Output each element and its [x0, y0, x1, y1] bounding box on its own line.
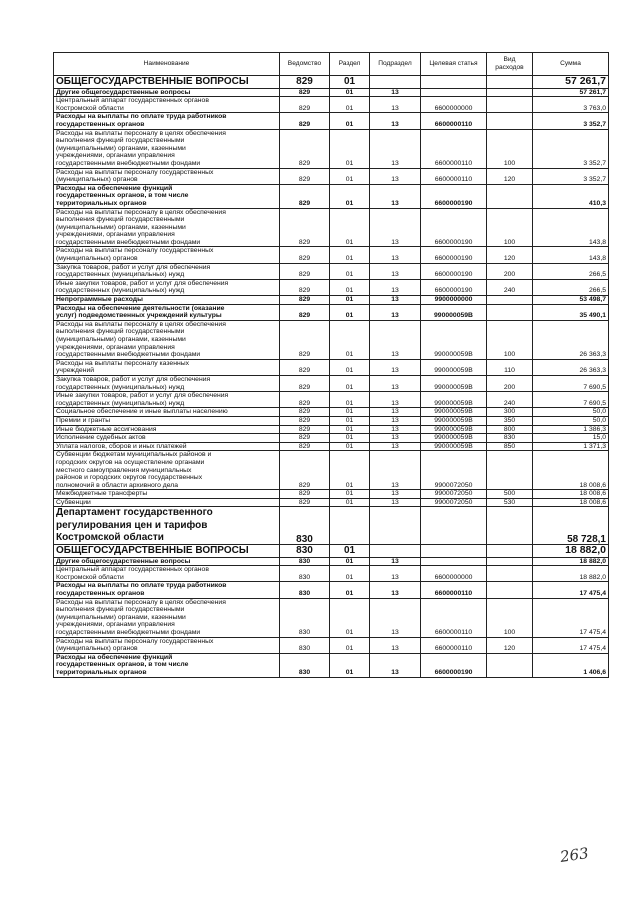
cell-section: 01: [330, 392, 370, 408]
cell-sum: 17 475,4: [533, 598, 609, 637]
cell-dept: 829: [280, 320, 330, 359]
table-row: [54, 434, 609, 443]
cell-exptype: [487, 582, 533, 598]
cell-exptype: 240: [487, 279, 533, 295]
cell-sum: 50,0: [533, 416, 609, 425]
cell-name: Расходы на обеспечение функций государственных органов, в том числе территориальных органов: [54, 653, 280, 677]
cell-target: [421, 76, 487, 89]
handwritten-page-number: 263: [558, 844, 590, 866]
table-row: [54, 247, 609, 263]
cell-sum: 266,5: [533, 279, 609, 295]
cell-section: 01: [330, 168, 370, 184]
cell-section: 01: [330, 442, 370, 451]
cell-dept: 829: [280, 434, 330, 443]
cell-name: Расходы на обеспечение деятельности (оказание услуг) подведомственных учреждений культуры: [54, 304, 280, 320]
cell-subsection: 13: [370, 208, 421, 247]
cell-subsection: 13: [370, 408, 421, 417]
cell-exptype: 100: [487, 208, 533, 247]
cell-exptype: [487, 653, 533, 677]
header-dept: Ведомство: [280, 53, 330, 76]
cell-subsection: 13: [370, 320, 421, 359]
cell-sum: 18 008,6: [533, 498, 609, 507]
cell-target: 6600000110: [421, 582, 487, 598]
table-row: [54, 168, 609, 184]
cell-exptype: [487, 557, 533, 566]
table-row: [54, 598, 609, 637]
cell-dept: 829: [280, 304, 330, 320]
cell-section: 01: [330, 296, 370, 305]
cell-name: Закупка товаров, работ и услуг для обеспечения государственных (муниципальных) нужд: [54, 263, 280, 279]
cell-dept: 829: [280, 296, 330, 305]
table-row: [54, 416, 609, 425]
table-row: [54, 263, 609, 279]
cell-dept: 829: [280, 451, 330, 490]
cell-name: Расходы на выплаты по оплате труда работников государственных органов: [54, 582, 280, 598]
cell-exptype: 530: [487, 498, 533, 507]
cell-sum: 18 882,0: [533, 545, 609, 558]
budget-table: [53, 52, 609, 678]
cell-section: 01: [330, 434, 370, 443]
cell-sum: 3 352,7: [533, 113, 609, 129]
cell-dept: 829: [280, 97, 330, 113]
cell-section: 01: [330, 598, 370, 637]
cell-name: Расходы на выплаты персоналу в целях обеспечения выполнения функций государственными (муниципальными) органами, казенными учреждениями, органами управления государственными внебюджетными фондами: [54, 320, 280, 359]
cell-name: Расходы на выплаты персоналу в целях обеспечения выполнения функций государственными (муниципальными) органами, казенными учреждениями, органами управления государственными внебюджетными фондами: [54, 129, 280, 168]
cell-subsection: 13: [370, 359, 421, 375]
cell-sum: 26 363,3: [533, 359, 609, 375]
cell-exptype: [487, 507, 533, 545]
cell-section: 01: [330, 566, 370, 582]
cell-sum: 57 261,7: [533, 88, 609, 97]
cell-section: 01: [330, 582, 370, 598]
table-row: [54, 296, 609, 305]
table-row: [54, 425, 609, 434]
cell-subsection: [370, 76, 421, 89]
cell-name: Расходы на выплаты персоналу в целях обеспечения выполнения функций государственными (муниципальными) органами, казенными учреждениями, органами управления государственными внебюджетными фондами: [54, 598, 280, 637]
table-body: [54, 76, 609, 678]
cell-dept: 829: [280, 129, 330, 168]
cell-name: Расходы на выплаты по оплате труда работников государственных органов: [54, 113, 280, 129]
cell-target: 6600000000: [421, 566, 487, 582]
cell-sum: 17 475,4: [533, 637, 609, 653]
cell-target: 990000059В: [421, 304, 487, 320]
cell-sum: 266,5: [533, 263, 609, 279]
cell-dept: 829: [280, 425, 330, 434]
cell-exptype: 100: [487, 129, 533, 168]
cell-subsection: 13: [370, 375, 421, 391]
table-row: [54, 76, 609, 89]
cell-sum: 57 261,7: [533, 76, 609, 89]
cell-exptype: 120: [487, 637, 533, 653]
cell-dept: 830: [280, 582, 330, 598]
cell-dept: 829: [280, 208, 330, 247]
cell-target: 990000059В: [421, 408, 487, 417]
table-row: [54, 184, 609, 208]
cell-subsection: 13: [370, 97, 421, 113]
cell-name: ОБЩЕГОСУДАРСТВЕННЫЕ ВОПРОСЫ: [54, 76, 280, 89]
cell-sum: 17 475,4: [533, 582, 609, 598]
cell-target: 990000059В: [421, 359, 487, 375]
cell-dept: 830: [280, 598, 330, 637]
cell-subsection: 13: [370, 582, 421, 598]
cell-dept: 830: [280, 637, 330, 653]
cell-dept: 829: [280, 392, 330, 408]
cell-subsection: 13: [370, 566, 421, 582]
cell-subsection: 13: [370, 598, 421, 637]
cell-section: 01: [330, 129, 370, 168]
cell-target: 6600000110: [421, 637, 487, 653]
cell-subsection: 13: [370, 247, 421, 263]
cell-target: [421, 545, 487, 558]
cell-exptype: [487, 88, 533, 97]
cell-sum: 3 763,0: [533, 97, 609, 113]
table-row: [54, 320, 609, 359]
cell-section: 01: [330, 545, 370, 558]
cell-section: 01: [330, 304, 370, 320]
cell-sum: 58 728,1: [533, 507, 609, 545]
cell-section: 01: [330, 653, 370, 677]
cell-target: 990000059В: [421, 434, 487, 443]
cell-exptype: [487, 184, 533, 208]
table-row: [54, 359, 609, 375]
cell-exptype: 120: [487, 247, 533, 263]
cell-dept: 830: [280, 566, 330, 582]
header-target: Целевая статья: [421, 53, 487, 76]
cell-sum: 143,8: [533, 208, 609, 247]
cell-exptype: [487, 545, 533, 558]
cell-sum: 18 882,0: [533, 566, 609, 582]
cell-subsection: 13: [370, 416, 421, 425]
table-row: [54, 208, 609, 247]
cell-dept: 830: [280, 507, 330, 545]
cell-exptype: 500: [487, 490, 533, 499]
table-row: [54, 566, 609, 582]
table-row: [54, 408, 609, 417]
cell-dept: 829: [280, 416, 330, 425]
cell-dept: 829: [280, 184, 330, 208]
table-row: [54, 557, 609, 566]
cell-section: 01: [330, 279, 370, 295]
cell-section: 01: [330, 320, 370, 359]
cell-exptype: [487, 296, 533, 305]
cell-section: 01: [330, 247, 370, 263]
cell-sum: 15,0: [533, 434, 609, 443]
cell-name: Расходы на обеспечение функций государственных органов, в том числе территориальных органов: [54, 184, 280, 208]
cell-name: Социальное обеспечение и иные выплаты населению: [54, 408, 280, 417]
table-row: [54, 653, 609, 677]
table-row: [54, 637, 609, 653]
cell-section: 01: [330, 263, 370, 279]
table-row: [54, 498, 609, 507]
cell-dept: 829: [280, 168, 330, 184]
cell-dept: 829: [280, 442, 330, 451]
cell-section: 01: [330, 451, 370, 490]
cell-subsection: 13: [370, 451, 421, 490]
cell-exptype: [487, 451, 533, 490]
cell-dept: 829: [280, 498, 330, 507]
cell-name: Закупка товаров, работ и услуг для обеспечения государственных (муниципальных) нужд: [54, 375, 280, 391]
cell-target: 990000059В: [421, 416, 487, 425]
header-name: Наименование: [54, 53, 280, 76]
cell-exptype: 800: [487, 425, 533, 434]
cell-subsection: 13: [370, 490, 421, 499]
cell-name: Субвенции бюджетам муниципальных районов и городских округов на осуществление органами местного самоуправления муниципальных районов и городских округов государственных полномочий в области архивного дела: [54, 451, 280, 490]
cell-name: Другие общегосударственные вопросы: [54, 88, 280, 97]
cell-sum: 18 008,6: [533, 490, 609, 499]
cell-sum: 35 490,1: [533, 304, 609, 320]
cell-subsection: 13: [370, 498, 421, 507]
cell-target: 6600000110: [421, 113, 487, 129]
cell-name: Исполнение судебных актов: [54, 434, 280, 443]
cell-target: 9900000000: [421, 296, 487, 305]
cell-subsection: [370, 507, 421, 545]
cell-exptype: 830: [487, 434, 533, 443]
cell-target: 6600000000: [421, 97, 487, 113]
cell-name: Непрограммные расходы: [54, 296, 280, 305]
cell-subsection: 13: [370, 557, 421, 566]
header-subsection: Подраздел: [370, 53, 421, 76]
table-row: [54, 279, 609, 295]
cell-target: 6600000190: [421, 184, 487, 208]
cell-section: 01: [330, 637, 370, 653]
cell-subsection: [370, 545, 421, 558]
cell-target: 6600000190: [421, 208, 487, 247]
cell-target: 6600000190: [421, 653, 487, 677]
cell-sum: 53 498,7: [533, 296, 609, 305]
cell-section: 01: [330, 184, 370, 208]
cell-target: [421, 557, 487, 566]
cell-exptype: 200: [487, 263, 533, 279]
cell-name: Межбюджетные трансферты: [54, 490, 280, 499]
cell-section: 01: [330, 88, 370, 97]
cell-exptype: [487, 113, 533, 129]
cell-exptype: 100: [487, 320, 533, 359]
cell-dept: 830: [280, 545, 330, 558]
cell-section: 01: [330, 425, 370, 434]
cell-name: Премии и гранты: [54, 416, 280, 425]
cell-exptype: 350: [487, 416, 533, 425]
cell-section: 01: [330, 208, 370, 247]
cell-name: Расходы на выплаты персоналу государственных (муниципальных) органов: [54, 168, 280, 184]
header-exptype: Вид расходов: [487, 53, 533, 76]
cell-subsection: 13: [370, 168, 421, 184]
cell-target: 6600000110: [421, 129, 487, 168]
cell-exptype: 120: [487, 168, 533, 184]
cell-name: Расходы на выплаты персоналу государственных (муниципальных) органов: [54, 637, 280, 653]
table-row: [54, 113, 609, 129]
cell-target: 6600000110: [421, 598, 487, 637]
cell-section: 01: [330, 76, 370, 89]
cell-section: 01: [330, 490, 370, 499]
cell-sum: 18 882,0: [533, 557, 609, 566]
table-row: [54, 545, 609, 558]
cell-name: Иные бюджетные ассигнования: [54, 425, 280, 434]
cell-target: 6600000110: [421, 168, 487, 184]
cell-subsection: 13: [370, 653, 421, 677]
cell-exptype: 100: [487, 598, 533, 637]
cell-name: Уплата налогов, сборов и иных платежей: [54, 442, 280, 451]
table-row: [54, 375, 609, 391]
cell-target: 6600000190: [421, 247, 487, 263]
header-sum: Сумма: [533, 53, 609, 76]
cell-section: 01: [330, 498, 370, 507]
cell-exptype: 110: [487, 359, 533, 375]
cell-sum: 18 008,6: [533, 451, 609, 490]
table-row: [54, 304, 609, 320]
cell-name: Департамент государственного регулирования цен и тарифов Костромской области: [54, 507, 280, 545]
cell-section: 01: [330, 408, 370, 417]
cell-name: Центральный аппарат государственных органов Костромской области: [54, 566, 280, 582]
cell-exptype: 850: [487, 442, 533, 451]
cell-name: Расходы на выплаты персоналу казенных учреждений: [54, 359, 280, 375]
cell-sum: 26 363,3: [533, 320, 609, 359]
cell-target: 6600000190: [421, 279, 487, 295]
cell-dept: 830: [280, 557, 330, 566]
cell-target: [421, 507, 487, 545]
cell-name: Расходы на выплаты персоналу в целях обеспечения выполнения функций государственными (муниципальными) органами, казенными учреждениями, органами управления государственными внебюджетными фондами: [54, 208, 280, 247]
cell-dept: 829: [280, 490, 330, 499]
cell-subsection: 13: [370, 392, 421, 408]
cell-name: Субвенции: [54, 498, 280, 507]
cell-dept: 830: [280, 653, 330, 677]
cell-subsection: 13: [370, 129, 421, 168]
cell-dept: 829: [280, 359, 330, 375]
cell-section: 01: [330, 375, 370, 391]
cell-dept: 829: [280, 113, 330, 129]
cell-sum: 410,3: [533, 184, 609, 208]
cell-subsection: 13: [370, 279, 421, 295]
table-row: [54, 129, 609, 168]
table-row: [54, 442, 609, 451]
cell-subsection: 13: [370, 113, 421, 129]
table-row: [54, 490, 609, 499]
cell-exptype: [487, 97, 533, 113]
cell-target: [421, 88, 487, 97]
table-row: [54, 507, 609, 545]
cell-target: 9900072050: [421, 490, 487, 499]
cell-subsection: 13: [370, 425, 421, 434]
cell-exptype: 300: [487, 408, 533, 417]
cell-section: 01: [330, 557, 370, 566]
cell-sum: 1 371,3: [533, 442, 609, 451]
cell-exptype: 200: [487, 375, 533, 391]
cell-subsection: 13: [370, 304, 421, 320]
cell-target: 990000059В: [421, 320, 487, 359]
cell-section: 01: [330, 113, 370, 129]
cell-dept: 829: [280, 279, 330, 295]
cell-subsection: 13: [370, 263, 421, 279]
cell-name: Другие общегосударственные вопросы: [54, 557, 280, 566]
cell-dept: 829: [280, 88, 330, 97]
header-section: Раздел: [330, 53, 370, 76]
cell-exptype: [487, 566, 533, 582]
cell-sum: 7 690,5: [533, 375, 609, 391]
cell-target: 990000059В: [421, 425, 487, 434]
table-row: [54, 582, 609, 598]
cell-target: 9900072050: [421, 451, 487, 490]
cell-dept: 829: [280, 408, 330, 417]
cell-sum: 3 352,7: [533, 129, 609, 168]
cell-section: [330, 507, 370, 545]
cell-dept: 829: [280, 375, 330, 391]
table-row: [54, 97, 609, 113]
cell-sum: 3 352,7: [533, 168, 609, 184]
cell-sum: 7 690,5: [533, 392, 609, 408]
table-row: [54, 392, 609, 408]
table-row: [54, 451, 609, 490]
cell-subsection: 13: [370, 637, 421, 653]
cell-sum: 1 406,6: [533, 653, 609, 677]
cell-sum: 1 386,3: [533, 425, 609, 434]
cell-target: 6600000190: [421, 263, 487, 279]
cell-target: 9900072050: [421, 498, 487, 507]
cell-dept: 829: [280, 263, 330, 279]
cell-subsection: 13: [370, 442, 421, 451]
cell-dept: 829: [280, 76, 330, 89]
cell-name: Иные закупки товаров, работ и услуг для обеспечения государственных (муниципальных) нужд: [54, 392, 280, 408]
cell-name: ОБЩЕГОСУДАРСТВЕННЫЕ ВОПРОСЫ: [54, 545, 280, 558]
cell-section: 01: [330, 416, 370, 425]
cell-subsection: 13: [370, 296, 421, 305]
cell-exptype: [487, 76, 533, 89]
table-header: [54, 53, 609, 76]
cell-target: 990000059В: [421, 375, 487, 391]
cell-section: 01: [330, 97, 370, 113]
cell-sum: 50,0: [533, 408, 609, 417]
cell-exptype: [487, 304, 533, 320]
cell-name: Центральный аппарат государственных органов Костромской области: [54, 97, 280, 113]
cell-target: 990000059В: [421, 392, 487, 408]
cell-section: 01: [330, 359, 370, 375]
cell-sum: 143,8: [533, 247, 609, 263]
cell-subsection: 13: [370, 434, 421, 443]
cell-subsection: 13: [370, 184, 421, 208]
cell-dept: 829: [280, 247, 330, 263]
cell-name: Расходы на выплаты персоналу государственных (муниципальных) органов: [54, 247, 280, 263]
table-row: [54, 88, 609, 97]
cell-subsection: 13: [370, 88, 421, 97]
cell-target: 990000059В: [421, 442, 487, 451]
cell-exptype: 240: [487, 392, 533, 408]
cell-name: Иные закупки товаров, работ и услуг для обеспечения государственных (муниципальных) нужд: [54, 279, 280, 295]
